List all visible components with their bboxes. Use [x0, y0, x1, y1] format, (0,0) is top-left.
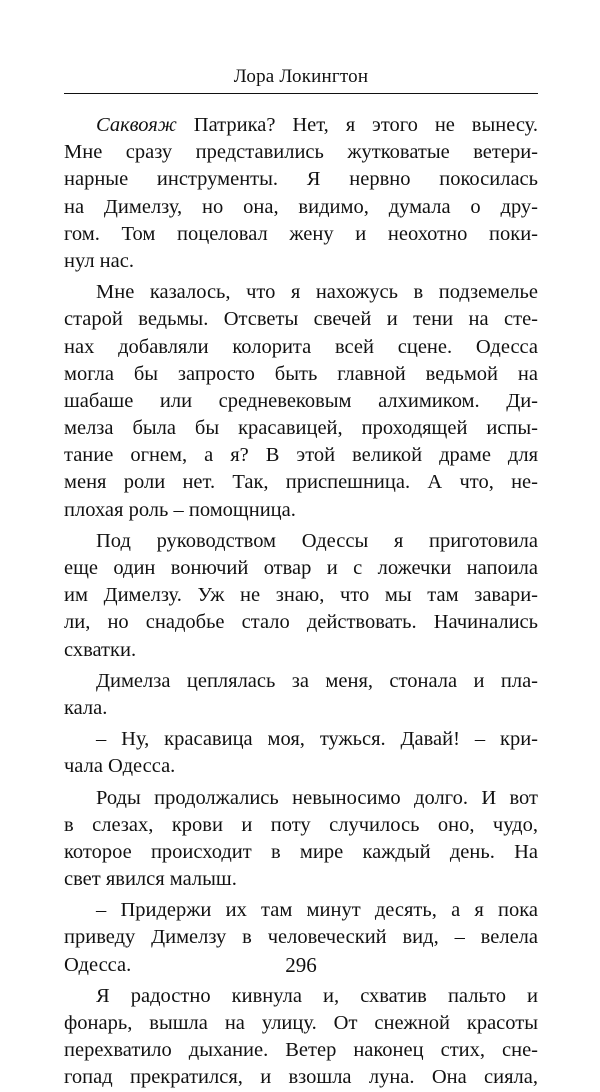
italic-word: Саквояж	[96, 114, 177, 136]
text-line: гом. Том поцеловал жену и неохотно поки-	[64, 222, 538, 245]
text-line: нах добавляли колорита всей сцене. Одесса	[64, 335, 538, 358]
text-line: Роды продолжались невыносимо долго. И вот	[96, 786, 538, 809]
text-line: на Димелзу, но она, видимо, думала о дру-	[64, 195, 538, 218]
text-line: свет явился малыш.	[64, 868, 237, 891]
text-line: ли, но снадобье стало действовать. Начинались	[64, 611, 538, 634]
text-line: гопад прекратился, и взошла луна. Она сияла,	[64, 1066, 538, 1089]
line-text: Патрика? Нет, я этого не вынесу.	[176, 114, 538, 136]
paragraph	[64, 726, 538, 780]
text-line	[64, 112, 538, 139]
text-line: Мне сразу представились жутковатые ветери-	[64, 141, 538, 164]
paragraph	[64, 279, 538, 524]
paragraph	[64, 528, 538, 664]
text-line: старой ведьмы. Отсветы свечей и тени на сте-	[64, 308, 538, 331]
paragraph	[64, 983, 538, 1092]
text-line: – Придержи их там минут десять, а я пока	[96, 899, 538, 922]
paragraph	[64, 785, 538, 894]
text-line: перехватило дыхание. Ветер наконец стих, сне-	[64, 1039, 538, 1062]
text-line: мелза была бы красавицей, проходящей испы-	[64, 417, 538, 440]
running-head-title: Лора Локингтон	[233, 66, 369, 87]
text-line: нул нас.	[64, 249, 134, 272]
text-line: чала Одесса.	[64, 755, 176, 778]
text-line: схватки.	[64, 638, 137, 661]
text-line: Димелза цеплялась за меня, стонала и пла-	[96, 669, 538, 692]
text-line: Мне казалось, что я нахожусь в подземелье	[96, 281, 538, 304]
text-line: Одесса.	[64, 953, 132, 976]
text-line: Под руководством Одессы я приготовила	[96, 529, 538, 552]
text-line: кала.	[64, 696, 108, 719]
body-text	[64, 112, 538, 1092]
text-line: меня роли нет. Так, приспешница. А что, не-	[64, 471, 538, 494]
text-line: в слезах, крови и поту случилось оно, чудо,	[64, 813, 538, 836]
text-line: могла бы запросто быть главной ведьмой на	[64, 362, 538, 385]
text-line: фонарь, вышла на улицу. От снежной красоты	[64, 1012, 538, 1034]
paragraph	[64, 668, 538, 722]
text-line: шабаше или средневековым алхимиком. Ди-	[64, 389, 538, 412]
page-number: 296	[285, 953, 317, 977]
header-rule	[64, 93, 538, 94]
text-line: приведу Димелзу в человеческий вид, – велела	[64, 926, 538, 949]
text-line: – Ну, красавица моя, тужься. Давай! – кри-	[96, 728, 538, 751]
text-line: которое происходит в мире каждый день. На	[64, 840, 538, 863]
text-line: им Димелзу. Уж не знаю, что мы там завари-	[64, 584, 538, 607]
paragraph	[64, 112, 538, 275]
text-line: тание огнем, а я? В этой великой драме для	[64, 444, 538, 467]
text-line: Я радостно кивнула и, схватив пальто и	[96, 984, 538, 1007]
text-line: еще один вонючий отвар и с ложечки напоила	[64, 557, 538, 579]
text-line: плохая роль – помощница.	[64, 498, 296, 521]
text-line: нарные инструменты. Я нервно покосилась	[64, 168, 538, 191]
